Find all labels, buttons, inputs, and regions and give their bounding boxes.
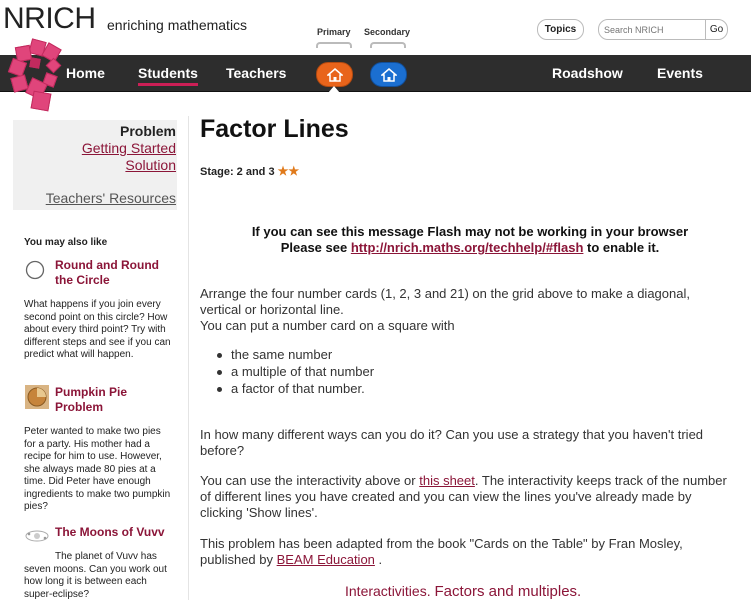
flash-help-link[interactable]: http://nrich.maths.org/techhelp/#flash	[350, 240, 584, 255]
this-sheet-link[interactable]: this sheet	[419, 473, 475, 488]
rules-list	[200, 346, 700, 397]
intro-text-2: You can put a number card on a square with	[200, 318, 455, 333]
flash-end: to enable it.	[587, 240, 660, 255]
tag-interactivities[interactable]: Interactivities.	[345, 583, 431, 599]
home-icon	[381, 68, 397, 82]
interactivity-after: . The interactivity keeps track of the number of different lines you have created and you can view the lines you've already made by clicking 'Show lines'.	[200, 473, 727, 520]
question-paragraph: In how many different ways can you do it? Can you use a strategy that you haven't tried before?	[200, 427, 704, 458]
nav-active-indicator	[138, 83, 198, 86]
page-title: Factor Lines	[200, 115, 349, 143]
primary-home-button[interactable]	[316, 62, 353, 87]
site-logo[interactable]: NRICH	[3, 2, 96, 35]
search-go-button[interactable]: Go	[705, 20, 727, 39]
nav-roadshow[interactable]: Roadshow	[552, 65, 623, 81]
also-like-heading: You may also like	[24, 237, 108, 248]
circle-icon[interactable]	[25, 260, 45, 280]
secondary-bracket	[370, 42, 406, 48]
search-box	[598, 19, 728, 40]
problem-menu	[13, 120, 177, 210]
main-nav	[0, 55, 751, 92]
star-icon: ★	[277, 164, 289, 178]
primary-bracket	[316, 42, 352, 48]
site-tagline: enriching mathematics	[107, 17, 248, 33]
secondary-home-button[interactable]	[370, 62, 407, 87]
intro-paragraph	[200, 286, 730, 334]
interactivity-before: You can use the interactivity above or	[200, 473, 416, 488]
flash-message	[200, 224, 740, 256]
primary-pointer	[328, 86, 340, 93]
menu-problem: Problem	[119, 123, 176, 139]
primary-label: Primary	[317, 27, 351, 37]
pie-icon[interactable]	[25, 385, 49, 409]
related-desc-round-and-round: What happens if you join every second point on this circle? How about every third point? Try with different steps and see if you can predict what will happen.	[24, 299, 171, 360]
list-item: the same number	[200, 346, 700, 363]
list-item: a factor of that number.	[200, 380, 700, 397]
related-title-round-and-round[interactable]: Round and Round the Circle	[55, 258, 159, 287]
menu-getting-started[interactable]: Getting Started	[81, 140, 176, 156]
adapted-before: This problem has been adapted from the book "Cards on the Table" by Fran Mosley, published by	[200, 536, 683, 567]
related-desc-moons-of-vuvv: The planet of Vuvv has seven moons. Can you work out how long it is between each super-eclipse?	[24, 551, 167, 600]
stage-text: Stage: 2 and 3	[200, 166, 275, 178]
flash-line2	[200, 240, 740, 256]
nav-students[interactable]: Students	[138, 65, 198, 81]
nav-teachers[interactable]: Teachers	[226, 65, 287, 81]
moons-icon[interactable]	[25, 528, 49, 544]
menu-teachers-resources[interactable]: Teachers' Resources	[45, 190, 176, 206]
home-icon	[327, 68, 343, 82]
list-item: a multiple of that number	[200, 363, 700, 380]
related-title-moons-of-vuvv[interactable]: The Moons of Vuvv	[55, 525, 165, 539]
stage-label	[200, 164, 299, 178]
secondary-label: Secondary	[364, 27, 411, 37]
nav-home[interactable]: Home	[66, 65, 105, 81]
beam-education-link[interactable]: BEAM Education	[276, 552, 375, 567]
related-desc-pumpkin-pie: Peter wanted to make two pies for a party. His mother had a recipe for him to use. However, she always made 80 pies at a time. Did Peter have enough ingredients to make two pumpkin pies?	[24, 426, 171, 512]
column-divider	[188, 116, 189, 600]
interactivity-paragraph	[200, 473, 730, 521]
star-icon: ★	[288, 164, 300, 178]
topic-tags	[345, 583, 581, 600]
nav-events[interactable]: Events	[657, 65, 703, 81]
intro-text: Arrange the four number cards (1, 2, 3 and 21) on the grid above to make a diagonal, vertical or horizontal line.	[200, 286, 690, 317]
related-title-pumpkin-pie[interactable]: Pumpkin Pie Problem	[55, 385, 128, 414]
adapted-paragraph	[200, 536, 730, 568]
flash-please: Please see	[280, 240, 348, 255]
menu-solution[interactable]: Solution	[125, 157, 176, 173]
search-input[interactable]	[599, 20, 707, 39]
flash-line1: If you can see this message Flash may not be working in your browser	[251, 224, 689, 239]
adapted-after: .	[378, 552, 383, 567]
logo-squares-icon[interactable]	[8, 40, 64, 112]
topics-button[interactable]: Topics	[537, 19, 584, 40]
tag-factors-multiples[interactable]: Factors and multiples.	[434, 583, 582, 600]
